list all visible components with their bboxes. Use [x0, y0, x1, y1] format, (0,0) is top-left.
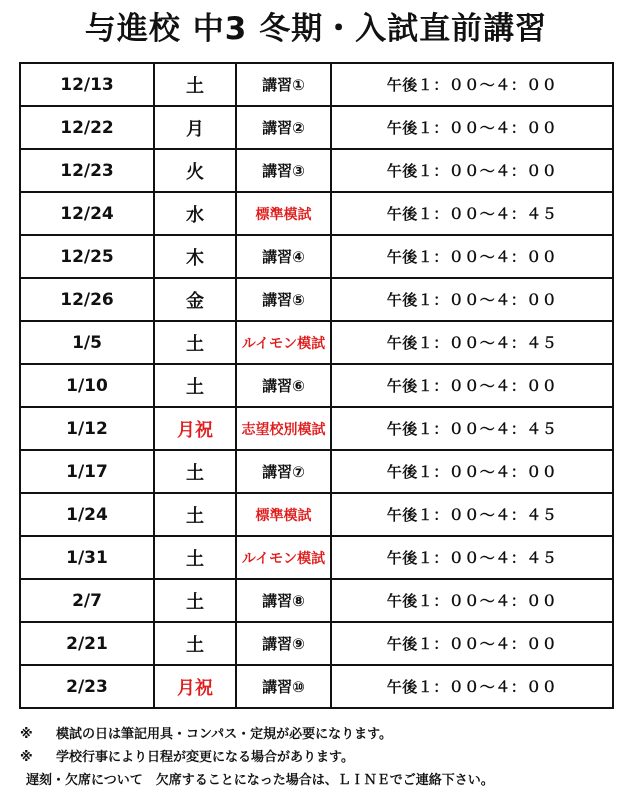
schedule-day-cell: 土 — [154, 579, 236, 622]
schedule-event-cell: 講習④ — [236, 235, 331, 278]
schedule-date-cell: 12/25 — [20, 235, 154, 278]
schedule-date-cell: 12/22 — [20, 106, 154, 149]
note-mark: ※ — [20, 750, 33, 765]
schedule-time-cell: 午後１：００～４：４５ — [331, 407, 613, 450]
schedule-event-cell: 標準模試 — [236, 192, 331, 235]
schedule-time-cell: 午後１：００～４：００ — [331, 579, 613, 622]
note-text: 模試の日は筆記用具・コンパス・定規が必要になります。 — [56, 727, 393, 742]
schedule-event-cell: 講習② — [236, 106, 331, 149]
schedule-date-cell: 12/23 — [20, 149, 154, 192]
schedule-time-cell: 午後１：００～４：００ — [331, 63, 613, 106]
schedule-row — [20, 407, 613, 450]
page-title: 与進校 中3 冬期・入試直前講習 — [84, 11, 548, 47]
schedule-event-cell: 講習⑩ — [236, 665, 331, 708]
schedule-day-cell: 月 — [154, 106, 236, 149]
schedule-time-cell: 午後１：００～４：４５ — [331, 321, 613, 364]
schedule-row — [20, 149, 613, 192]
schedule-time-cell: 午後１：００～４：００ — [331, 235, 613, 278]
schedule-row — [20, 450, 613, 493]
note-mark: ※ — [20, 727, 33, 742]
schedule-row — [20, 493, 613, 536]
schedule-event-cell: 講習⑨ — [236, 622, 331, 665]
schedule-date-cell: 1/17 — [20, 450, 154, 493]
schedule-day-cell: 土 — [154, 63, 236, 106]
schedule-day-cell: 月祝 — [154, 407, 236, 450]
schedule-time-cell: 午後１：００～４：４５ — [331, 192, 613, 235]
schedule-time-cell: 午後１：００～４：４５ — [331, 536, 613, 579]
schedule-day-cell: 土 — [154, 536, 236, 579]
schedule-day-cell: 土 — [154, 450, 236, 493]
schedule-row — [20, 106, 613, 149]
schedule-time-cell: 午後１：００～４：００ — [331, 278, 613, 321]
schedule-date-cell: 1/24 — [20, 493, 154, 536]
schedule-date-cell: 2/21 — [20, 622, 154, 665]
notes-section — [20, 723, 620, 792]
schedule-event-cell: 講習⑤ — [236, 278, 331, 321]
schedule-row — [20, 278, 613, 321]
schedule-date-cell: 1/5 — [20, 321, 154, 364]
schedule-row — [20, 536, 613, 579]
schedule-row — [20, 192, 613, 235]
schedule-event-cell: 講習⑥ — [236, 364, 331, 407]
schedule-event-cell: ルイモン模試 — [236, 536, 331, 579]
schedule-day-cell: 木 — [154, 235, 236, 278]
schedule-day-cell: 土 — [154, 364, 236, 407]
schedule-row — [20, 665, 613, 708]
schedule-date-cell: 1/10 — [20, 364, 154, 407]
schedule-time-cell: 午後１：００～４：００ — [331, 364, 613, 407]
note-exam-supplies — [20, 723, 620, 746]
schedule-time-cell: 午後１：００～４：００ — [331, 149, 613, 192]
note-contact: 遅刻・欠席について 欠席することになった場合は、ＬＩＮＥでご連絡下さい。 — [26, 773, 494, 788]
schedule-date-cell: 2/23 — [20, 665, 154, 708]
schedule-row — [20, 63, 613, 106]
schedule-time-cell: 午後１：００～４：００ — [331, 622, 613, 665]
schedule-row — [20, 579, 613, 622]
schedule-time-cell: 午後１：００～４：００ — [331, 665, 613, 708]
schedule-row — [20, 622, 613, 665]
schedule-day-cell: 土 — [154, 321, 236, 364]
schedule-row — [20, 321, 613, 364]
schedule-date-cell: 12/26 — [20, 278, 154, 321]
schedule-table-body — [20, 63, 613, 708]
schedule-row — [20, 364, 613, 407]
schedule-event-cell: 標準模試 — [236, 493, 331, 536]
schedule-day-cell: 月祝 — [154, 665, 236, 708]
schedule-event-cell: 講習③ — [236, 149, 331, 192]
schedule-date-cell: 12/13 — [20, 63, 154, 106]
schedule-day-cell: 火 — [154, 149, 236, 192]
note-text: 学校行事により日程が変更になる場合があります。 — [56, 750, 354, 765]
schedule-time-cell: 午後１：００～４：００ — [331, 106, 613, 149]
schedule-event-cell: 講習⑧ — [236, 579, 331, 622]
schedule-date-cell: 1/12 — [20, 407, 154, 450]
note-schedule-change — [20, 746, 620, 769]
schedule-time-cell: 午後１：００～４：４５ — [331, 493, 613, 536]
schedule-row — [20, 235, 613, 278]
schedule-day-cell: 土 — [154, 622, 236, 665]
schedule-day-cell: 金 — [154, 278, 236, 321]
schedule-day-cell: 水 — [154, 192, 236, 235]
schedule-event-cell: 講習① — [236, 63, 331, 106]
schedule-event-cell: 志望校別模試 — [236, 407, 331, 450]
schedule-day-cell: 土 — [154, 493, 236, 536]
schedule-table — [19, 62, 614, 709]
schedule-time-cell: 午後１：００～４：００ — [331, 450, 613, 493]
schedule-event-cell: ルイモン模試 — [236, 321, 331, 364]
schedule-date-cell: 12/24 — [20, 192, 154, 235]
schedule-date-cell: 2/7 — [20, 579, 154, 622]
schedule-event-cell: 講習⑦ — [236, 450, 331, 493]
schedule-date-cell: 1/31 — [20, 536, 154, 579]
